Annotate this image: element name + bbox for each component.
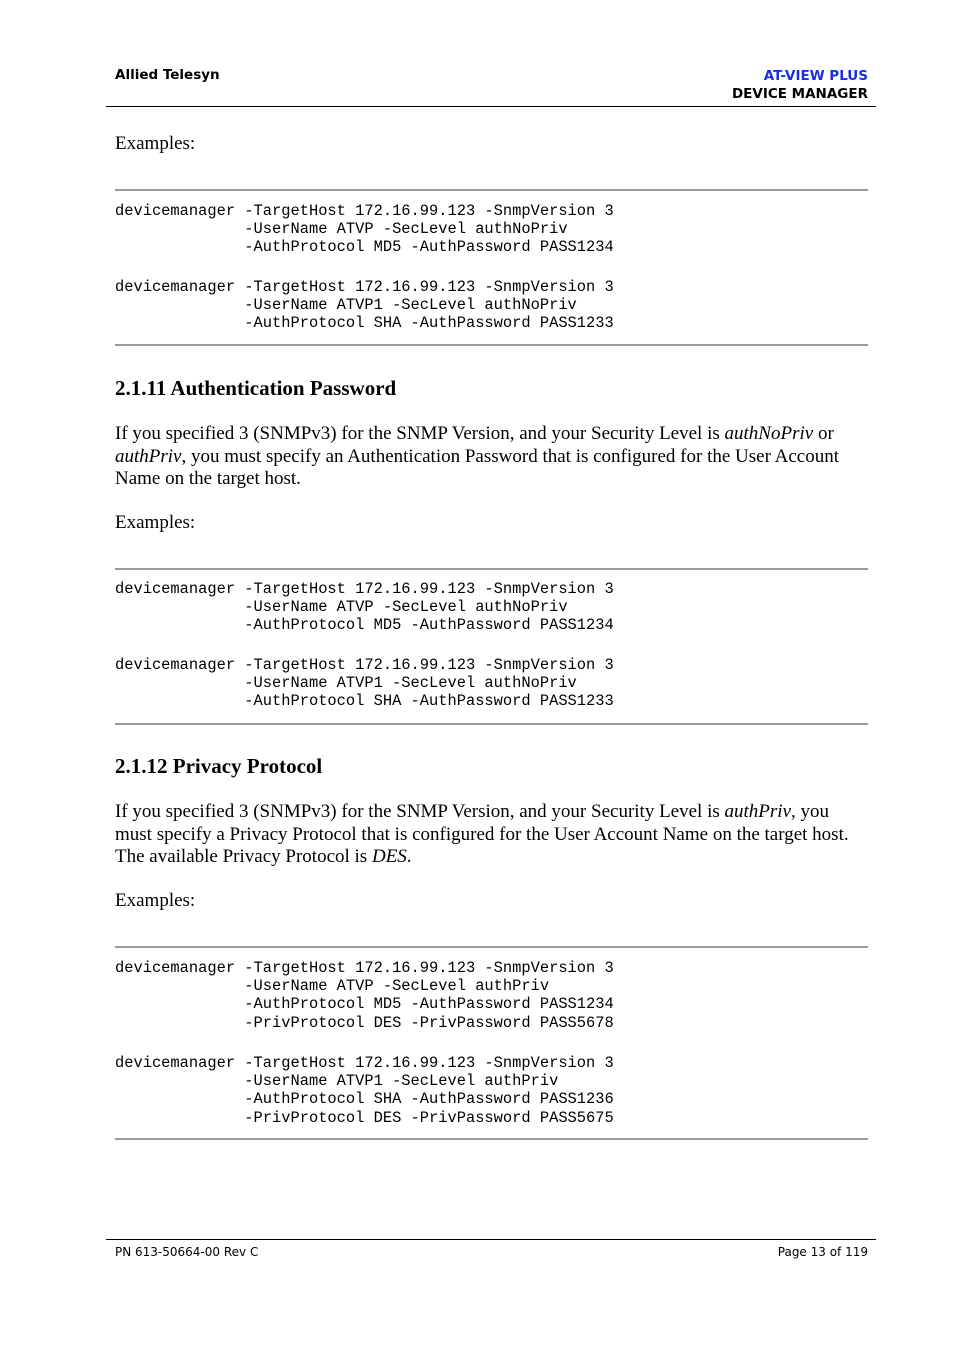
part-number: PN 613-50664-00 Rev C	[115, 1245, 259, 1259]
code-example: devicemanager -TargetHost 172.16.99.123 -SnmpVersion 3 -UserName ATVP -SecLevel authPriv -AuthProtocol MD5 -AuthPassword PASS1234 -PrivProtocol DES -PrivPassword PASS5678	[115, 959, 614, 1032]
section-heading: 2.1.12 Privacy Protocol	[115, 754, 323, 778]
page-number: Page 13 of 119	[777, 1245, 868, 1259]
code-example: devicemanager -TargetHost 172.16.99.123 -SnmpVersion 3 -UserName ATVP1 -SecLevel authNoPriv -AuthProtocol SHA -AuthPassword PASS1233	[115, 278, 614, 333]
code-example-block	[115, 189, 868, 346]
examples-label: Examples:	[115, 512, 196, 533]
header-divider	[106, 106, 876, 107]
code-example: devicemanager -TargetHost 172.16.99.123 -SnmpVersion 3 -UserName ATVP -SecLevel authNoPriv -AuthProtocol MD5 -AuthPassword PASS1234	[115, 580, 614, 635]
code-example: devicemanager -TargetHost 172.16.99.123 -SnmpVersion 3 -UserName ATVP -SecLevel authNoPriv -AuthProtocol MD5 -AuthPassword PASS1234	[115, 202, 614, 257]
section-paragraph: If you specified 3 (SNMPv3) for the SNMP Version, and your Security Level is authPriv, you must specify a Privacy Protocol that is configured for the User Account Name on the target host. The available Privacy Protocol is DES.	[115, 801, 849, 867]
examples-label: Examples:	[115, 890, 196, 911]
code-example: devicemanager -TargetHost 172.16.99.123 -SnmpVersion 3 -UserName ATVP1 -SecLevel authPriv -AuthProtocol SHA -AuthPassword PASS1236 -PrivProtocol DES -PrivPassword PASS5675	[115, 1054, 614, 1127]
code-example: devicemanager -TargetHost 172.16.99.123 -SnmpVersion 3 -UserName ATVP1 -SecLevel authNoPriv -AuthProtocol SHA -AuthPassword PASS1233	[115, 656, 614, 711]
section-paragraph: If you specified 3 (SNMPv3) for the SNMP Version, and your Security Level is authNoPriv or authPriv, you must specify an Authentication Password that is configured for the User Account Name on the target host.	[115, 423, 839, 489]
section-heading: 2.1.11 Authentication Password	[115, 376, 397, 400]
header-product	[732, 67, 868, 103]
footer-divider	[106, 1239, 876, 1240]
code-example-block	[115, 946, 868, 1140]
code-example-block	[115, 568, 868, 725]
examples-label: Examples:	[115, 133, 196, 154]
module-name: DEVICE MANAGER	[731, 86, 868, 102]
product-name: AT-VIEW PLUS	[763, 68, 868, 84]
company-name: Allied Telesyn	[115, 67, 220, 83]
